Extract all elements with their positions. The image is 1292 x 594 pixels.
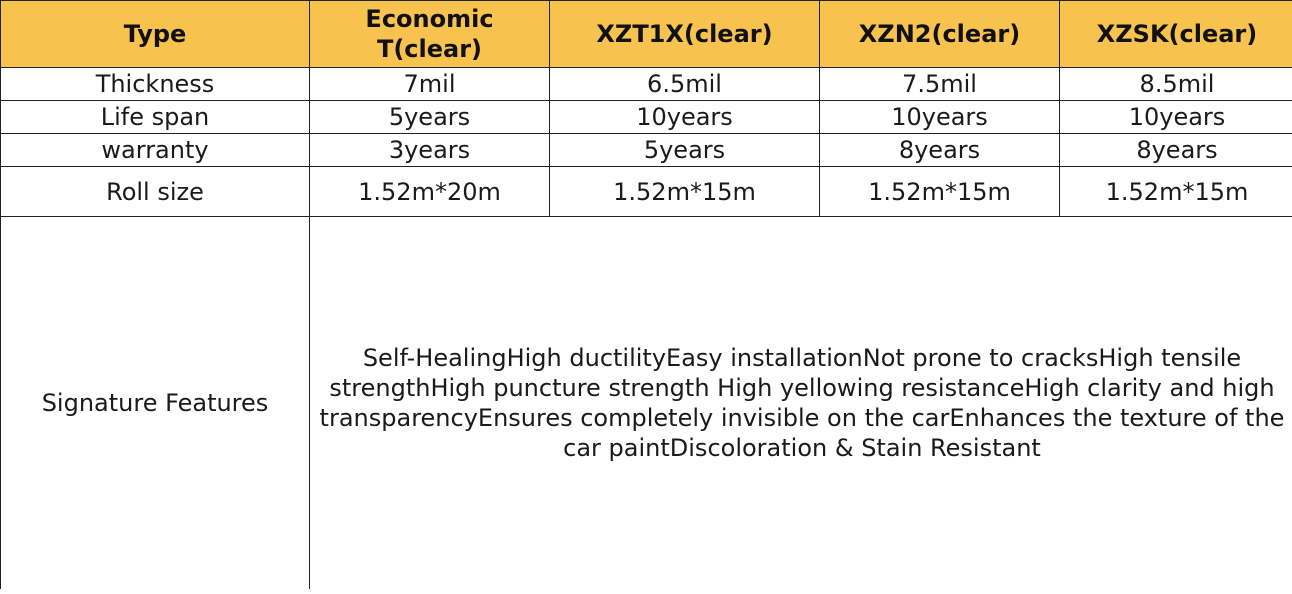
cell-value: 10years	[1060, 101, 1292, 134]
cell-value: 8years	[1060, 134, 1292, 167]
cell-value: 5years	[550, 134, 820, 167]
cell-value: 5years	[310, 101, 550, 134]
row-life-span	[1, 101, 1292, 134]
cell-value: 7.5mil	[820, 68, 1060, 101]
header-type: Type	[1, 1, 310, 68]
cell-value: 8years	[820, 134, 1060, 167]
cell-value: 3years	[310, 134, 550, 167]
row-warranty	[1, 134, 1292, 167]
header-xzsk: XZSK(clear)	[1060, 1, 1292, 68]
row-signature-features	[1, 217, 1292, 590]
row-label: warranty	[1, 134, 310, 167]
header-row	[1, 1, 1292, 68]
header-xzt1x: XZT1X(clear)	[550, 1, 820, 68]
cell-value: 10years	[550, 101, 820, 134]
cell-value: 1.52m*15m	[550, 167, 820, 217]
cell-value: 6.5mil	[550, 68, 820, 101]
row-label: Signature Features	[1, 217, 310, 590]
cell-value: 1.52m*20m	[310, 167, 550, 217]
row-roll-size	[1, 167, 1292, 217]
cell-value: 1.52m*15m	[1060, 167, 1292, 217]
row-label: Thickness	[1, 68, 310, 101]
header-xzn2: XZN2(clear)	[820, 1, 1060, 68]
cell-value: 1.52m*15m	[820, 167, 1060, 217]
cell-value: 7mil	[310, 68, 550, 101]
cell-value: 8.5mil	[1060, 68, 1292, 101]
features-description: Self-HealingHigh ductilityEasy installationNot prone to cracksHigh tensile strengthHigh puncture strength High yellowing resistanceHigh clarity and high transparencyEnsures completely invisible on the carEnhances the texture of the car paintDiscoloration & Stain Resistant	[310, 217, 1292, 590]
row-label: Life span	[1, 101, 310, 134]
row-label: Roll size	[1, 167, 310, 217]
cell-value: 10years	[820, 101, 1060, 134]
row-thickness	[1, 68, 1292, 101]
header-economic-t: Economic T(clear)	[310, 1, 550, 68]
